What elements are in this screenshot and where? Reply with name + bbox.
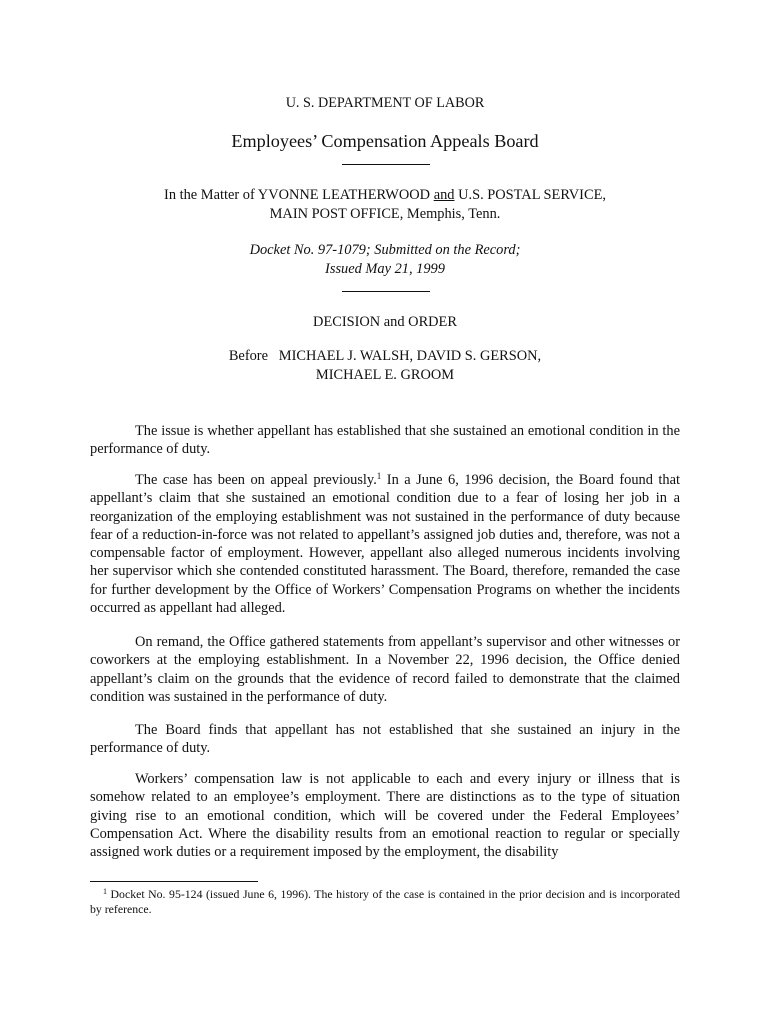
docket-line-1: Docket No. 97-1079; Submitted on the Record; xyxy=(249,242,521,258)
matter-line-1 xyxy=(0,187,770,204)
footnote-text: Docket No. 95-124 (issued June 6, 1996). The history of the case is contained in the prior decision and is incorporated by reference. xyxy=(90,887,680,916)
paragraph-remand: On remand, the Office gathered statements from appellant’s supervisor and other witnesses or coworkers at the employing establishment. In a November 22, 1996 decision, the Office denied appellant’s claim on the grounds that the evidence of record failed to demonstrate that the claimed condition was sustained in the performance of duty. xyxy=(90,634,680,705)
footnote-divider xyxy=(90,881,258,882)
footnote-number: 1 xyxy=(103,887,107,896)
header-divider xyxy=(342,164,430,165)
docket-line-2: Issued May 21, 1999 xyxy=(325,261,445,277)
paragraph-history-body: In a June 6, 1996 decision, the Board found that appellant’s claim that she sustained an emotional condition due to a fear of losing her job in a reorganization of the employing establishment was not sustained in the performance of duty because fear of a reduction-in-force was not related to appellant’s assigned job duties and, therefore, was not a compensable factor of employment. However, appellant also alleged numerous incidents involving her supervisor which she contended constituted harassment. The Board, therefore, remanded the case for further development by the Office of Workers’ Compensation Programs on whether the incidents occurred as appellant had alleged. xyxy=(90,472,680,617)
paragraph-history xyxy=(90,471,680,617)
footnote-ref[interactable]: 1 xyxy=(376,471,382,481)
footnote xyxy=(90,887,680,917)
paragraph-issue: The issue is whether appellant has established that she sustained an emotional condition in the performance of duty. xyxy=(90,423,680,458)
paragraph-finding: The Board finds that appellant has not established that she sustained an injury in the performance of duty. xyxy=(90,722,680,757)
before-line-2: MICHAEL E. GROOM xyxy=(315,367,455,383)
paragraph-law: Workers’ compensation law is not applicable to each and every injury or illness that is somehow related to an employee’s employment. There are distinctions as to the type of situation giving rise to an emotional condition, which will be covered under the Federal Employees’ Compensation Act. Where the disability results from an emotional reaction to regular or specially assigned work duties or a requirement imposed by the employment, the disability xyxy=(90,771,680,861)
docket-divider xyxy=(342,291,430,292)
board-heading: Employees’ Compensation Appeals Board xyxy=(231,131,539,151)
paragraph-history-lead: The case has been on appeal previously. xyxy=(135,472,377,488)
decision-title: DECISION and ORDER xyxy=(313,314,457,330)
before-line-1: Before MICHAEL J. WALSH, DAVID S. GERSON, xyxy=(228,348,542,364)
matter-suffix: U.S. POSTAL SERVICE, xyxy=(458,187,606,203)
matter-prefix: In the Matter of YVONNE LEATHERWOOD xyxy=(164,187,431,203)
matter-line-2: MAIN POST OFFICE, Memphis, Tenn. xyxy=(269,206,501,222)
matter-conjunction: and xyxy=(433,187,455,203)
department-heading: U. S. DEPARTMENT OF LABOR xyxy=(285,95,485,111)
